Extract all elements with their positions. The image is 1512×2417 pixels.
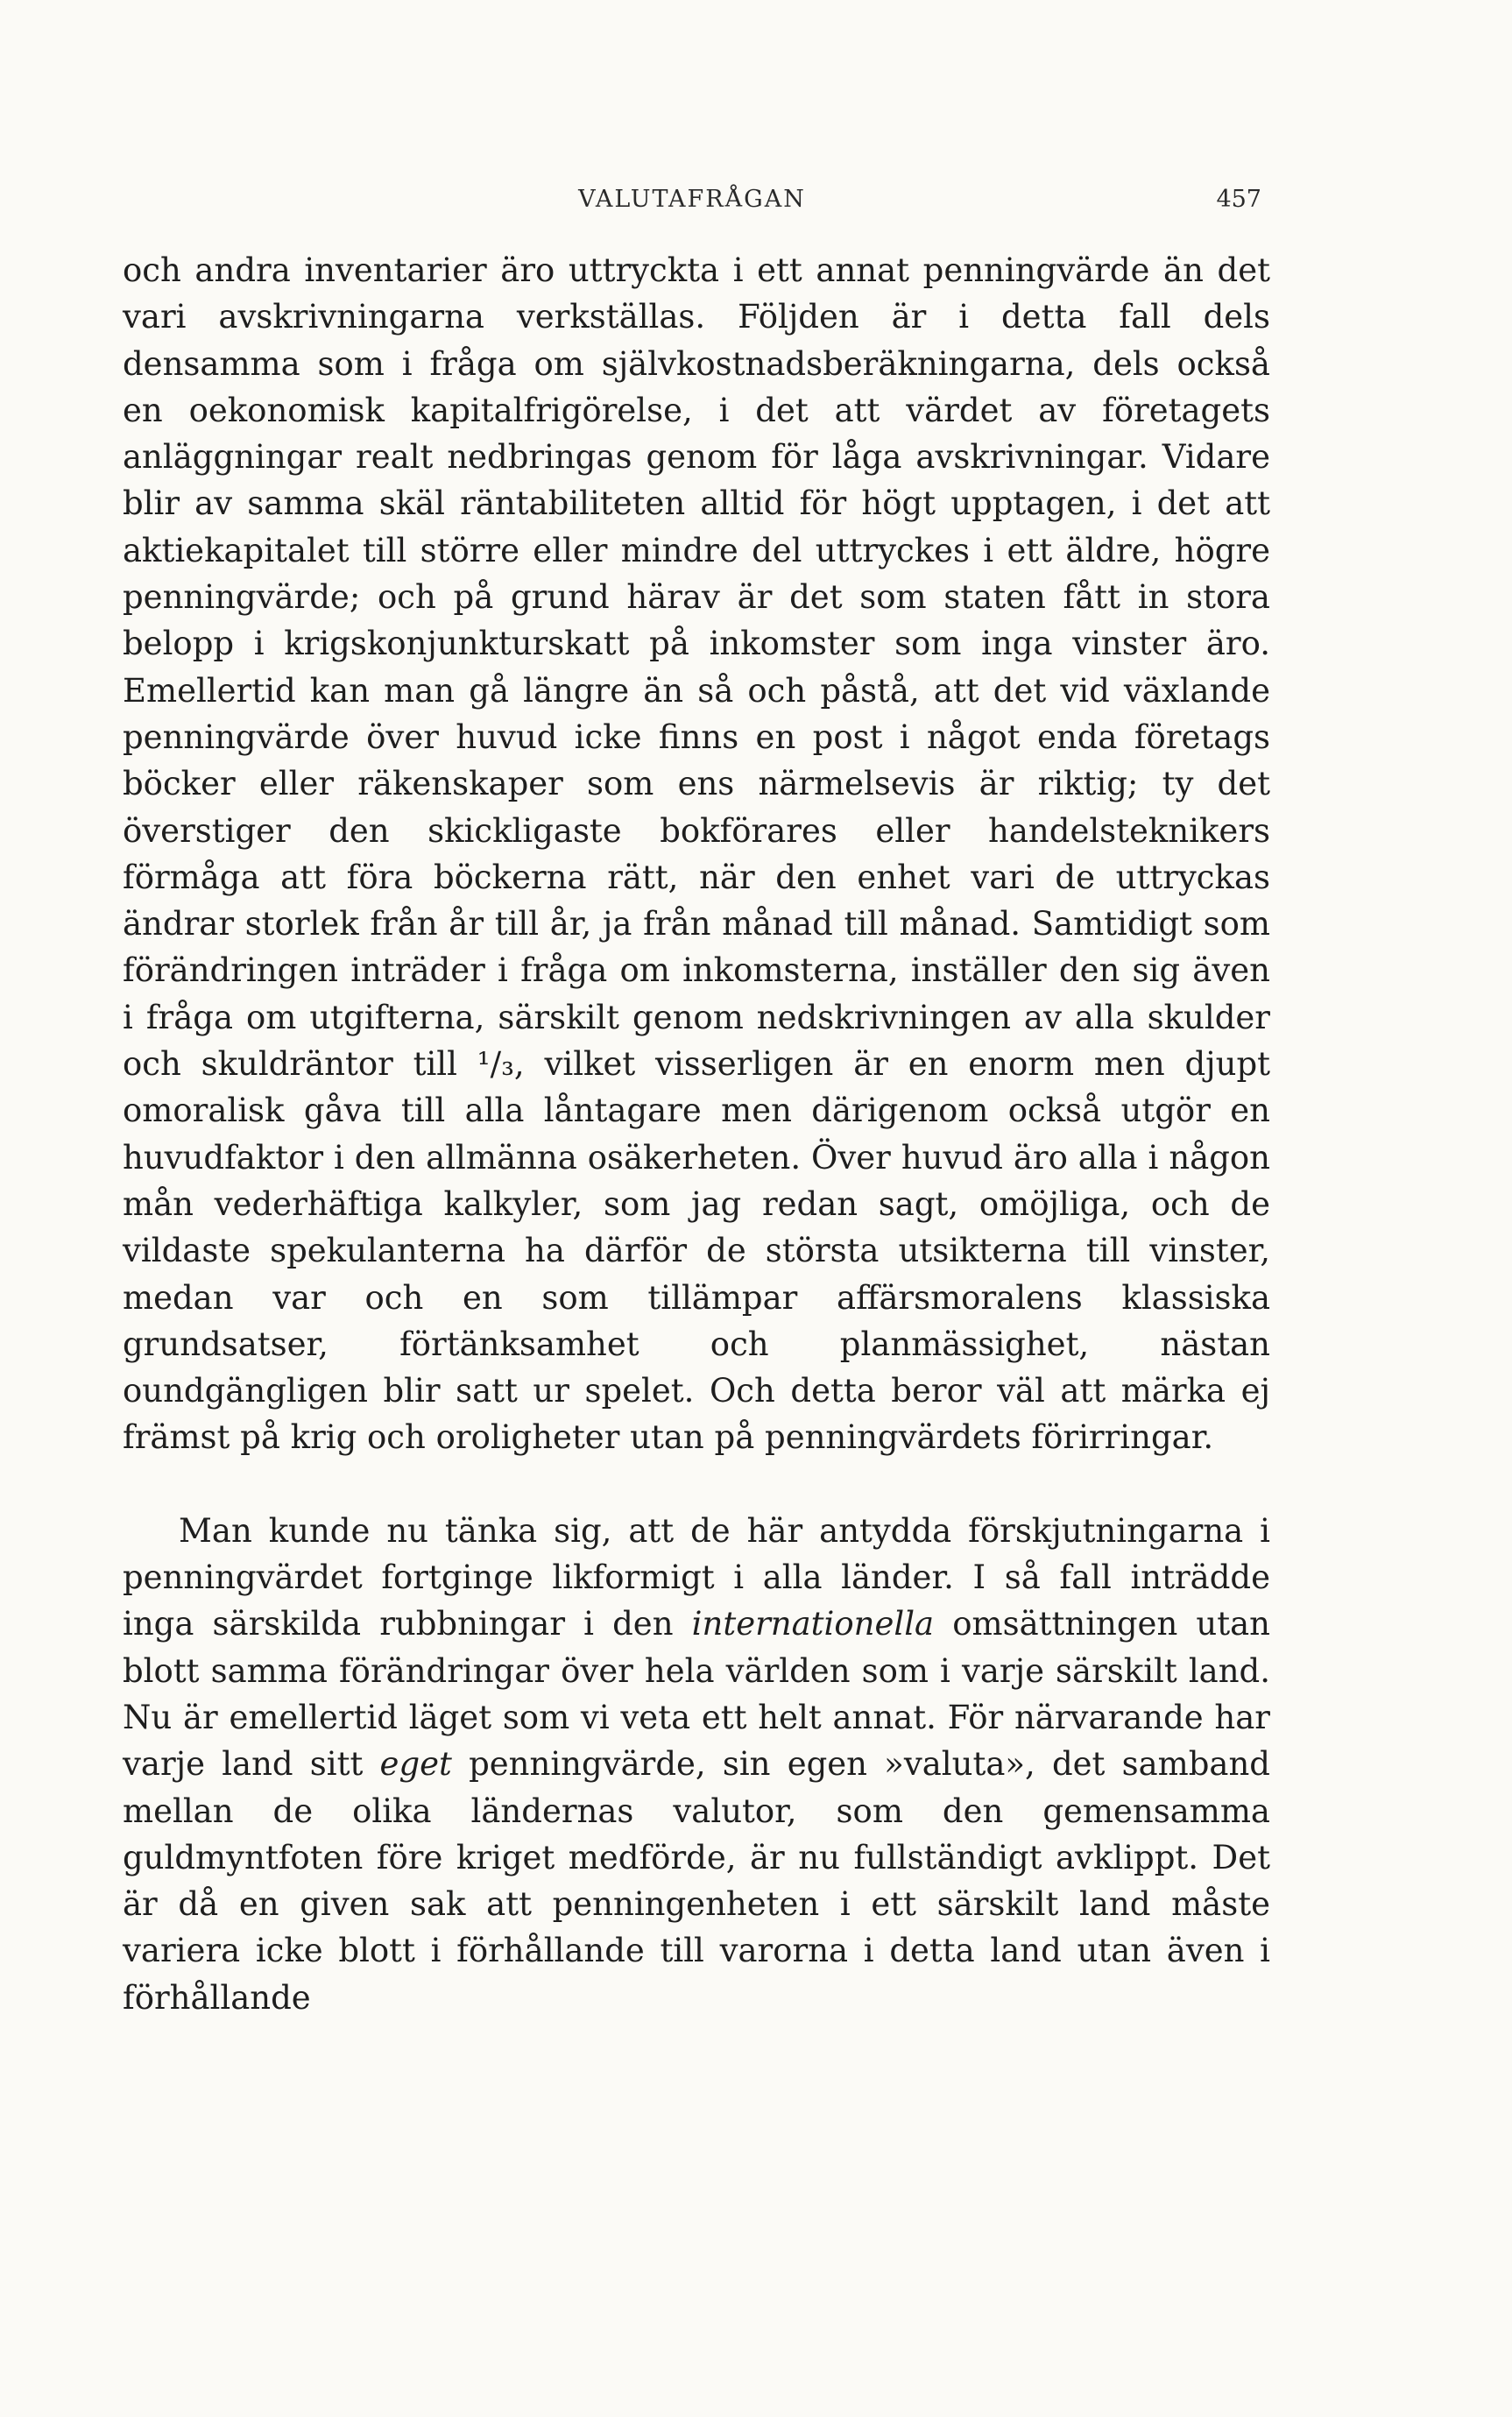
- running-header: [123, 184, 1261, 223]
- body-text: [123, 247, 1270, 2021]
- text-segment: Man kunde nu tänka sig, att de här antydda förskjutningarna i penningvärdet fortginge likformigt i alla länder. I så fall inträdde inga särskilda rubbningar i den: [123, 1511, 1270, 1643]
- text-segment: och andra inventarier äro uttryckta i ett annat penningvärde än det vari avskrivningarna verkställas. Följden är i detta fall dels densamma som i fråga om självkostnadsberäkningarna, dels också en oekonomisk kapitalfrigörelse, i det att värdet av företagets anläggningar realt nedbringas genom för låga avskrivningar. Vidare blir av samma skäl räntabiliteten alltid för högt upptagen, i det att aktiekapitalet till större eller mindre del uttryckes i ett äldre, högre penningvärde; och på grund härav är det som staten fått in stora belopp i krigskonjunkturskatt på inkomster som inga vinster äro. Emellertid kan man gå längre än så och påstå, att det vid växlande penningvärde över huvud icke finns en post i något enda företags böcker eller räkenskaper som ens närmelsevis är riktig; ty det överstiger den skickligaste bokförares eller handelsteknikers förmåga att föra böckerna rätt, när den enhet vari de uttryckas ändrar storlek från år till år, ja från månad till månad. Samtidigt som förändringen inträder i fråga om inkomsterna, inställer den sig även i fråga om utgifterna, särskilt genom nedskrivningen av alla skulder och skuldräntor till ¹/₃, vilket visserligen är en enorm men djupt omoralisk gåva till alla låntagare men därigenom också utgör en huvudfaktor i den allmänna osäkerheten. Över huvud äro alla i någon mån vederhäftiga kalkyler, som jag redan sagt, omöjliga, och de vildaste spekulanterna ha därför de största utsikterna till vinster, medan var och en som tillämpar affärsmoralens klassiska grundsatser, förtänksamhet och planmässighet, nästan oundgängligen blir satt ur spelet. Och detta beror väl att märka ej främst på krig och oroligheter utan på penningvärdets förirringar.: [123, 251, 1270, 1457]
- running-title: VALUTAFRÅGAN: [578, 186, 806, 213]
- page-number: 457: [1216, 186, 1261, 213]
- paragraph-1: [123, 247, 1270, 1461]
- text-segment: penningvärde, sin egen »valuta», det samband mellan de olika ländernas valutor, som den gemensamma guldmyntfoten före kriget medförde, är nu fullständigt avklippt. Det är då en given sak att penningenheten i ett särskilt land måste variera icke blott i förhållande till varorna i detta land utan även i förhållande: [123, 1745, 1270, 2017]
- emphasis-eget: eget: [379, 1745, 452, 1784]
- emphasis-internationella: internationella: [691, 1605, 935, 1643]
- text-segment: omsättningen utan blott samma förändringar över hela världen som i varje särskilt land. Nu är emellertid läget som vi veta ett helt annat. För närvarande har varje land sitt: [123, 1605, 1270, 1784]
- paragraph-2: [123, 1508, 1270, 2021]
